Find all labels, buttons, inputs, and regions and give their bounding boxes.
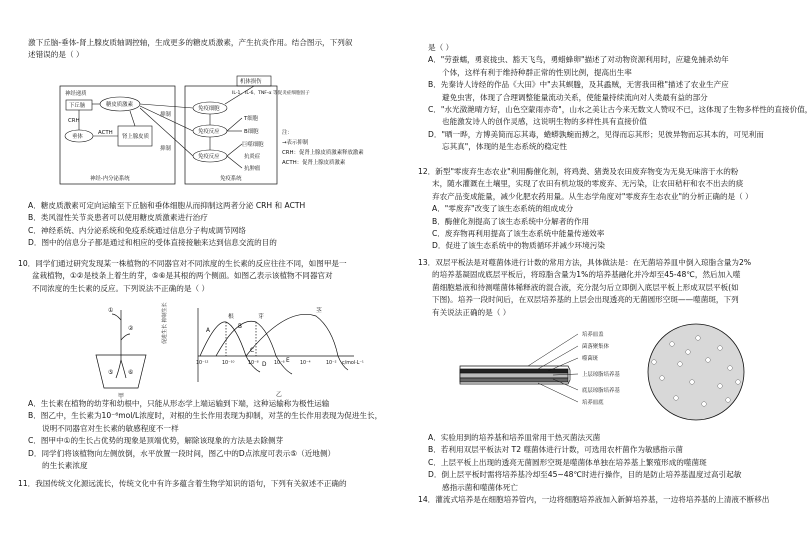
mark-2: ② — [128, 325, 134, 332]
note-acth: ACTH：促肾上腺皮质激素 — [282, 160, 346, 166]
label-neurotransmitter: 神经递质 — [65, 91, 87, 97]
label-colony: 菌落聚集体 — [582, 344, 609, 350]
q12-option-b: B．酶催化剂提高了该生态系统中分解者的作用 — [432, 216, 590, 226]
label-antitumor: 抗肿瘤 — [244, 166, 261, 172]
q10-stem-line2: 盆栽植物，①②是枝条上着生的芽，⑤⑥是其根的两个侧面。如图乙表示该植物不同器官对 — [32, 271, 333, 281]
label-top-agar: 上层琼脂培养基 — [582, 372, 620, 378]
note-title: 注： — [282, 130, 293, 136]
q13-option-a: A．实验用到的培养基和培养皿常用干热灭菌法灭菌 — [428, 433, 601, 442]
point-d: D — [262, 362, 267, 368]
q9-option-a: A．糖皮质激素可定向运输至下丘脑和垂体细胞从而抑制这两者分泌 CRH 和 ACTH — [28, 201, 306, 210]
q13-option-d: D．倒上层平板时需将培养基冷却至45~48℃时进行操作，目的是防止培养基温度过高引起敏 — [428, 470, 742, 480]
q9-regulation-diagram — [60, 76, 364, 194]
q12-stem-line1: 12．新型"零废弃生态农业"利用酶催化剂，将鸡粪、猪粪及农田废弃物变为无臭无味溶于水的粉 — [418, 167, 739, 176]
label-plaque: 噬菌斑 — [582, 356, 599, 362]
q12-stem-line2: 末，随水灌溉在土壤里，实现了农田有机垃圾的零废弃、无污染，让农田秸秆和农不出去的痰 — [432, 179, 744, 189]
label-antiinflam: 抗炎症 — [244, 154, 261, 160]
curve-bud: 芽 — [258, 314, 264, 320]
q13-plate-figure — [458, 322, 758, 426]
label-t-cell: T细胞 — [244, 116, 259, 122]
label-cytokines: IL-1、IL-6、TNF-α 等促炎症细胞因子 — [232, 91, 310, 96]
label-inhibit2: 抑制 — [160, 146, 171, 152]
q10-option-a: A．生长素在植物的幼芽和幼根中，只能从形态学上端运输到下端，这种运输称为极性运输 — [28, 399, 330, 408]
q11-option-b: B．先秦诗人诗经的作品《大田》中"去其螟螣，及其蟊贼，无害我田稚"描述了农业生产应 — [428, 80, 729, 90]
point-a: A — [206, 328, 210, 334]
q13-stem-line1: 13．双层平板法是对噬菌体进行计数的常用方法，具体做法是：在无菌培养皿中倒入琼脂含量为2% — [418, 258, 752, 267]
tick-5: 10⁻⁴ — [300, 361, 311, 366]
label-immune-resp2: 免疫反应 — [198, 154, 220, 160]
q9-stem-line2: 述错误的是（ ） — [28, 50, 84, 60]
q11-option-a-cont: 个体，这样有利于维持种群正常的性别比例，提高出生率 — [442, 67, 632, 77]
q10-option-c: C．图甲中①的生长占优势的现象是顶端优势，解除该现象的方法是去除侧芽 — [28, 436, 284, 446]
note-crh: CRH：促肾上腺皮质激素释放激素 — [282, 150, 364, 156]
q10-stem-line3: 不同浓度的生长素的反应。下列说法不正确的是（ ） — [32, 283, 210, 293]
label-b-cell: B细胞 — [244, 129, 259, 135]
point-b: B — [238, 324, 242, 330]
label-bottom-agar: 底层琼脂培养基 — [582, 388, 620, 394]
q12-option-a: A．"零废弃"改变了该生态系统的组成成分 — [432, 204, 574, 214]
q9-option-d: D．图中的信息分子都是通过和相应的受体直接接触来达到信息交流的目的 — [28, 238, 277, 248]
mark-5: ⑤ — [108, 369, 114, 376]
q10-figure-jia — [86, 300, 156, 400]
q13-stem-line2: 的培养基凝固成底层平板后，将琼脂含量为1%的培养基融化并冷却至45-48℃，然后加入噬 — [432, 270, 741, 280]
curve-root: 根 — [228, 314, 234, 320]
tick-6: 10⁻² — [326, 361, 337, 366]
tick-2: 10⁻¹⁰ — [222, 361, 235, 366]
label-pituitary: 垂体 — [72, 134, 83, 140]
q13-stem-line4: 下图)。培养一段时间后，在双层培养基的上层会出现透亮的无菌圆形空斑——噬菌斑，下列 — [432, 295, 739, 305]
q9-stem-line1: 激下丘脑-垂体-肾上腺皮质轴调控轴，生成更多的糖皮质激素，产生抗炎作用。结合图示，下列叙 — [28, 38, 353, 47]
q10-stem-line1: 10．同学们通过研究发现某一株植物的不同器官对不同浓度的生长素的反应往往不同，如图甲是一 — [18, 259, 347, 268]
tick-3: 10⁻⁸ — [248, 361, 259, 366]
note-arrow: →表示抑制 — [282, 140, 309, 146]
q13-stem-line5: 有关说法正确的是（ ） — [432, 307, 511, 317]
mark-6: ⑥ — [128, 369, 134, 376]
q11-stem-line1: 11．我国传统文化源远流长，传统文化中有许多蕴含着生物学知识的语句，下列有关叙述不正确的 — [18, 479, 347, 488]
q13-option-c: C．上层平板上出现的透亮无菌圆形空斑是噬菌体单独在培养基上繁殖形成的噬菌斑 — [428, 457, 707, 467]
fig-yi-xlabel: c/mol·L⁻¹ — [342, 361, 364, 366]
q10-option-d-cont: 的生长素浓度 — [42, 461, 88, 471]
label-dish-bottom: 培养皿底 — [582, 400, 604, 406]
curve-stem: 茎 — [316, 308, 322, 314]
tick-1: 10⁻¹² — [196, 361, 209, 366]
q11-option-c-cont: 也能激发诗人的创作灵感，这说明生物的多样性具有直接价值 — [442, 117, 648, 127]
label-inhibit1: 抑制 — [160, 112, 171, 118]
q11-option-b-cont: 避免虫害，体现了合理调整能量流动关系，使能量持续流向对人类最有益的部分 — [442, 92, 708, 102]
tick-4: 10⁻⁶ — [274, 361, 285, 366]
label-immune-cells: 免疫细胞 — [198, 106, 220, 112]
label-macrophage: 巨噬细胞 — [242, 142, 264, 148]
q9-option-b: B．类风湿性关节炎患者可以使用糖皮质激素进行治疗 — [28, 213, 208, 223]
label-adrenal: 肾上腺皮质 — [122, 134, 149, 140]
label-acth: ACTH — [98, 130, 113, 136]
label-lid: 培养皿盖 — [582, 332, 604, 338]
q11-option-d-cont: 忘其真"，体现的是生态系统的稳定性 — [442, 142, 567, 152]
label-gc: 糖皮质激素 — [106, 102, 133, 108]
q10-option-b-cont: 说明不同器官对生长素的敏感程度不一样 — [42, 423, 179, 433]
q11-option-d: D．"晒一晔，方博美简而忘其毒，蜷蟒孰蜿而搏之，见得而忘其形；见彼异物而忘其本的，可见利而 — [428, 129, 764, 139]
q10-option-b: B．图乙中，生长素为10⁻⁶mol/L浓度时，对根的生长作用表现为抑制，对茎的生长作用表现为促进生长， — [28, 411, 383, 421]
q12-option-d: D．促进了该生态系统中的物质循环并减少环境污染 — [432, 241, 605, 251]
q14-stem-line1: 14．灌流式培养是在细胞培养管内，一边将细胞培养液加入新鲜培养基，一边将培养基的上清液不断移出 — [418, 495, 770, 504]
label-immune-resp1: 免疫反应 — [198, 129, 220, 135]
q13-stem-line3: 菌细胞悬液和待测噬菌体稀释液的混合液，充分混匀后立即倒入底层平板上形成双层平板(如 — [432, 282, 739, 292]
label-hypothalamus: 下丘脑 — [69, 103, 86, 109]
mark-1: ① — [108, 307, 114, 314]
label-crh: CRH — [68, 118, 80, 124]
fig-jia-label: 甲 — [118, 393, 125, 400]
q11-stem-cont: 是（ ） — [428, 43, 454, 52]
label-damage: 机体损伤 — [240, 79, 262, 85]
fig-yi-label: 乙 — [276, 392, 282, 398]
q9-option-c: C．神经系统、内分泌系统和免疫系统通过信息分子构成调节网络 — [28, 225, 246, 235]
q11-option-c: C．"水光潋滟晴方好，山色空蒙雨亦奇"，山水之美让古今来无数文人赞叹不已，这体现了生物多样性的直接价值， — [428, 105, 812, 115]
q11-option-a: A．"劳蚕蠕，勇衮拢虫、豁天飞鸟，勇蜡蜂卵"描述了对动物资源利用时，应避免捕杀幼年 — [428, 55, 729, 65]
q12-option-c: C．废弃物再利用提高了该生态系统中能量传递效率 — [432, 229, 605, 239]
q13-option-b: B．若利用双层平板法对 T2 噬菌体进行计数，可选用农杆菌作为敏感指示菌 — [428, 445, 683, 455]
point-e: E — [286, 358, 290, 364]
label-footer2: 免疫系统 — [220, 176, 242, 182]
point-c: C — [250, 348, 255, 354]
fig-yi-ylabel: 促进生长 抑制生长 — [162, 302, 168, 344]
q12-stem-line3: 弃农产品变成能量，减少化肥农药用量。从生态学角度对"零废弃生态农业"的分析正确的是（ ） — [432, 191, 753, 201]
q10-option-d: D．同学们将该植物向左侧放倒，水平放置一段时间，图乙中的D点浓度可表示⑤（近地侧） — [28, 448, 336, 458]
q13-option-d-cont: 感指示菌和噬菌体死亡 — [442, 482, 518, 492]
label-footer: 神经-内分泌系统 — [90, 176, 130, 182]
q10-figure-yi — [162, 300, 376, 400]
